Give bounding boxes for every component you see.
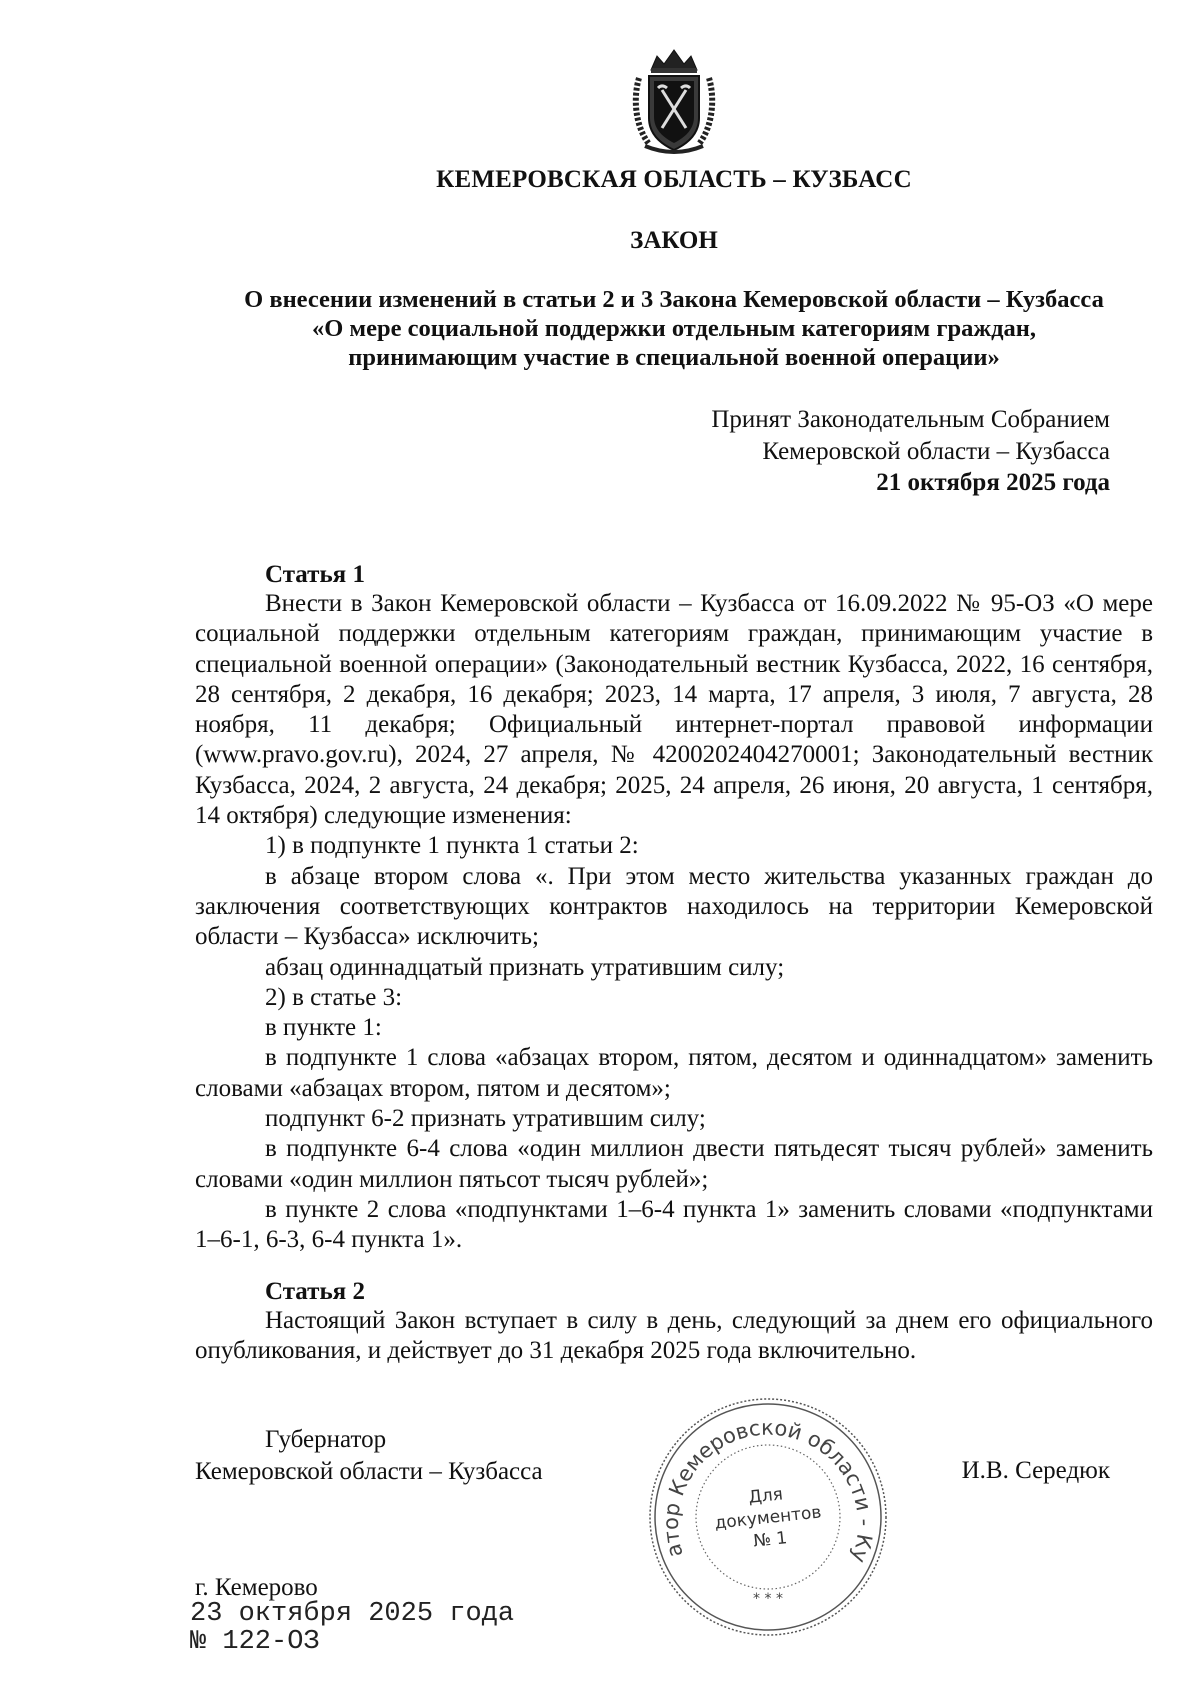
article-paragraph: Внести в Закон Кемеровской области – Кузбасса от 16.09.2022 № 95-ОЗ «О мере социальной поддержки отдельным категориям граждан, принимающим участие в специальной военной операции» (Законодательный вестник Кузбасса, 2022, 16 сентября, 28 сентября, 2 декабря, 16 декабря; 2023, 14 марта, 17 апреля, 3 июля, 7 августа, 28 ноября, 11 декабря; Официальный интернет-портал правовой информации (www.pravo.gov.ru), 2024, 27 апреля, № 4200202404270001; Законодательный вестник Кузбасса, 2024, 2 августа, 24 декабря; 2025, 24 апреля, 26 июня, 20 августа, 1 сентября, 14 октября) следующие изменения: [195, 590, 1153, 830]
signatory-position [195, 1424, 635, 1488]
article-paragraph: 2) в статье 3: [265, 983, 403, 1011]
seal-stars: * * * [753, 1591, 783, 1607]
registration-number: № 122-ОЗ [190, 1627, 320, 1657]
article-1-title: Статья 1 [265, 561, 365, 588]
article-paragraph: 1) в подпункте 1 пункта 1 статьи 2: [265, 832, 639, 860]
article-1-body [195, 589, 1153, 1256]
signing-place: г. Кемерово [195, 1574, 318, 1601]
document-type: ЗАКОН [630, 227, 718, 254]
adoption-line: Принят Законодательным Собранием [711, 406, 1110, 433]
signatory-region: Кемеровской области – Кузбасса [195, 1458, 543, 1485]
law-title-line: О внесении изменений в статьи 2 и 3 Закона Кемеровской области – Кузбасса [244, 286, 1104, 313]
signatory-title: Губернатор [265, 1426, 387, 1453]
law-title-line: «О мере социальной поддержки отдельным категориям граждан, [312, 315, 1036, 342]
article-paragraph: подпункт 6-2 признать утратившим силу; [265, 1105, 706, 1133]
seal-center-line: № 1 [752, 1528, 789, 1552]
article-paragraph: в абзаце втором слова «. При этом место жительства указанных граждан до заключения соответствующих контрактов находилось на территории Кемеровской области – Кузбасса» исключить; [195, 862, 1153, 951]
seal-center-line: Для [747, 1484, 784, 1508]
article-paragraph: абзац одиннадцатый признать утратившим силу; [265, 953, 785, 981]
seal-ring-text: атор Кемеровской области - Ку [658, 1415, 878, 1566]
seal-center-line: документов [713, 1502, 823, 1534]
adoption-block [510, 404, 1110, 499]
article-paragraph: в пункте 2 слова «подпунктами 1–6-4 пункта 1» заменить словами «подпунктами 1–6-1, 6-3, 6-4 пункта 1». [195, 1195, 1153, 1254]
article-paragraph: в подпункте 6-4 слова «один миллион двести пятьдесят тысяч рублей» заменить словами «один миллион пятьсот тысяч рублей»; [195, 1135, 1153, 1193]
registration-stamp [190, 1600, 514, 1656]
official-seal [646, 1395, 890, 1639]
coat-of-arms-icon [631, 48, 717, 156]
law-title [195, 285, 1153, 372]
seal-center-text [705, 1479, 831, 1557]
article-paragraph: в пункте 1: [265, 1014, 382, 1042]
article-paragraph: Настоящий Закон вступает в силу в день, следующий за днем его официального опубликования, и действует до 31 декабря 2025 года включительно. [195, 1307, 1153, 1365]
article-paragraph: в подпункте 1 слова «абзацах втором, пятом, десятом и одиннадцатом» заменить словами «абзацах втором, пятом и десятом»; [195, 1044, 1153, 1102]
adoption-line: Кемеровской области – Кузбасса [762, 437, 1110, 465]
article-2-body [195, 1306, 1153, 1367]
region-heading: КЕМЕРОВСКАЯ ОБЛАСТЬ – КУЗБАСС [436, 166, 912, 193]
article-2-title: Статья 2 [265, 1278, 365, 1305]
adoption-date: 21 октября 2025 года [876, 469, 1110, 496]
registration-date: 23 октября 2025 года [190, 1599, 515, 1629]
signatory-name: И.В. Середюк [961, 1457, 1110, 1484]
law-title-line: принимающим участие в специальной военной операции» [348, 344, 1000, 371]
